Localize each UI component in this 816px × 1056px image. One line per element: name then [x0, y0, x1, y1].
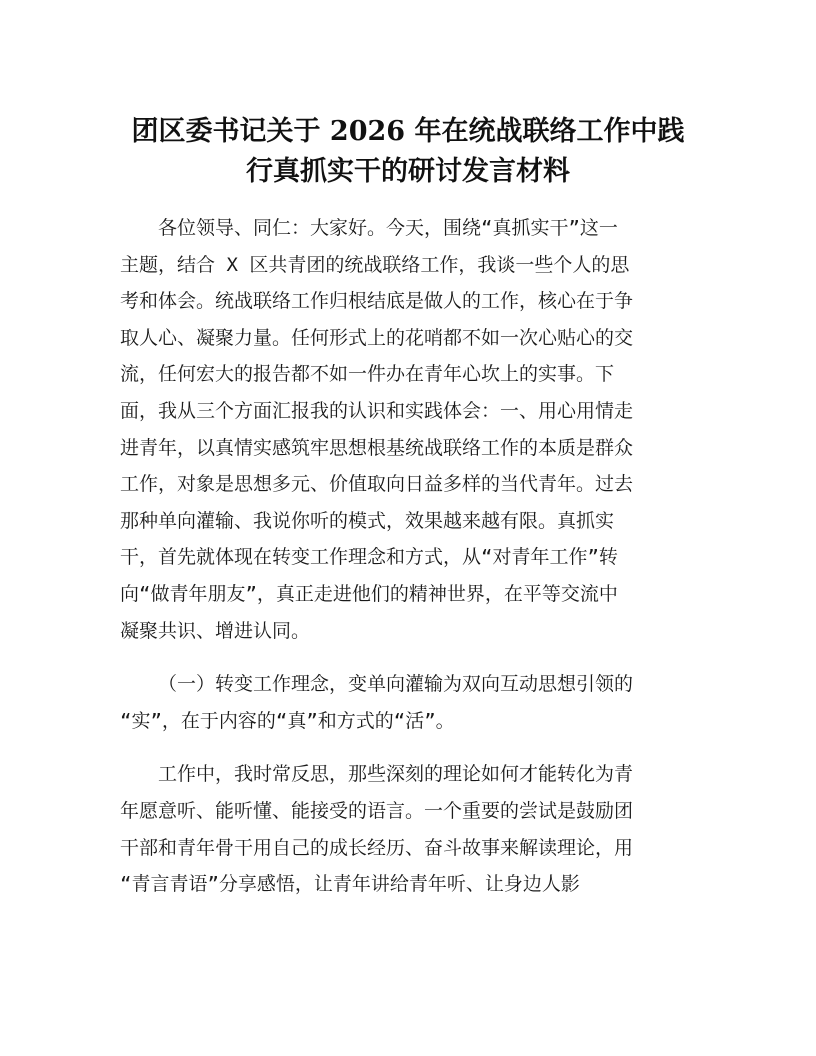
paragraph-line: 面，我从三个方面汇报我的认识和实践体会：一、用心用情走: [120, 399, 634, 422]
section-heading: [120, 666, 700, 739]
opening-paragraph: [120, 210, 700, 649]
paragraph-line: 干，首先就体现在转变工作理念和方式，从“对青年工作”转: [120, 546, 618, 569]
title-line-2: 行真抓实干的研讨发言材料: [246, 156, 570, 187]
heading-line: “实”，在于内容的“真”和方式的“活”。: [120, 709, 455, 732]
paragraph-line: 流，任何宏大的报告都不如一件办在青年心坎上的实事。下: [120, 363, 615, 386]
body-paragraph: [120, 756, 700, 902]
paragraph-line: 年愿意听、能听懂、能接受的语言。一个重要的尝试是鼓励团: [120, 799, 634, 822]
paragraph-line: 取人心、凝聚力量。任何形式上的花哨都不如一次心贴心的交: [120, 326, 634, 349]
paragraph-line: 工作，对象是思想多元、价值取向日益多样的当代青年。过去: [120, 473, 634, 496]
paragraph-line: “青言青语”分享感悟，让青年讲给青年听、让身边人影: [120, 873, 580, 896]
paragraph-line: 向“做青年朋友”，真正走进他们的精神世界，在平等交流中: [120, 582, 618, 605]
paragraph-line: 干部和青年骨干用自己的成长经历、奋斗故事来解读理论，用: [120, 836, 634, 859]
paragraph-line: 主题，结合 X 区共青团的统战联络工作，我谈一些个人的思: [120, 253, 630, 276]
paragraph-line: 工作中，我时常反思，那些深刻的理论如何才能转化为青: [158, 763, 634, 786]
document-title: [100, 112, 716, 192]
paragraph-line: 进青年，以真情实感筑牢思想根基统战联络工作的本质是群众: [120, 436, 634, 459]
title-line-1: 团区委书记关于 2026 年在统战联络工作中践: [131, 116, 685, 147]
paragraph-line: 考和体会。统战联络工作归根结底是做人的工作，核心在于争: [120, 290, 634, 313]
document-body: [120, 210, 700, 903]
paragraph-line: 各位领导、同仁：大家好。今天，围绕“真抓实干”这一: [158, 217, 618, 239]
paragraph-line: 凝聚共识、增进认同。: [120, 619, 311, 642]
paragraph-line: 那种单向灌输、我说你听的模式，效果越来越有限。真抓实: [120, 509, 615, 532]
heading-line: （一）转变工作理念，变单向灌输为双向互动思想引领的: [158, 673, 634, 696]
